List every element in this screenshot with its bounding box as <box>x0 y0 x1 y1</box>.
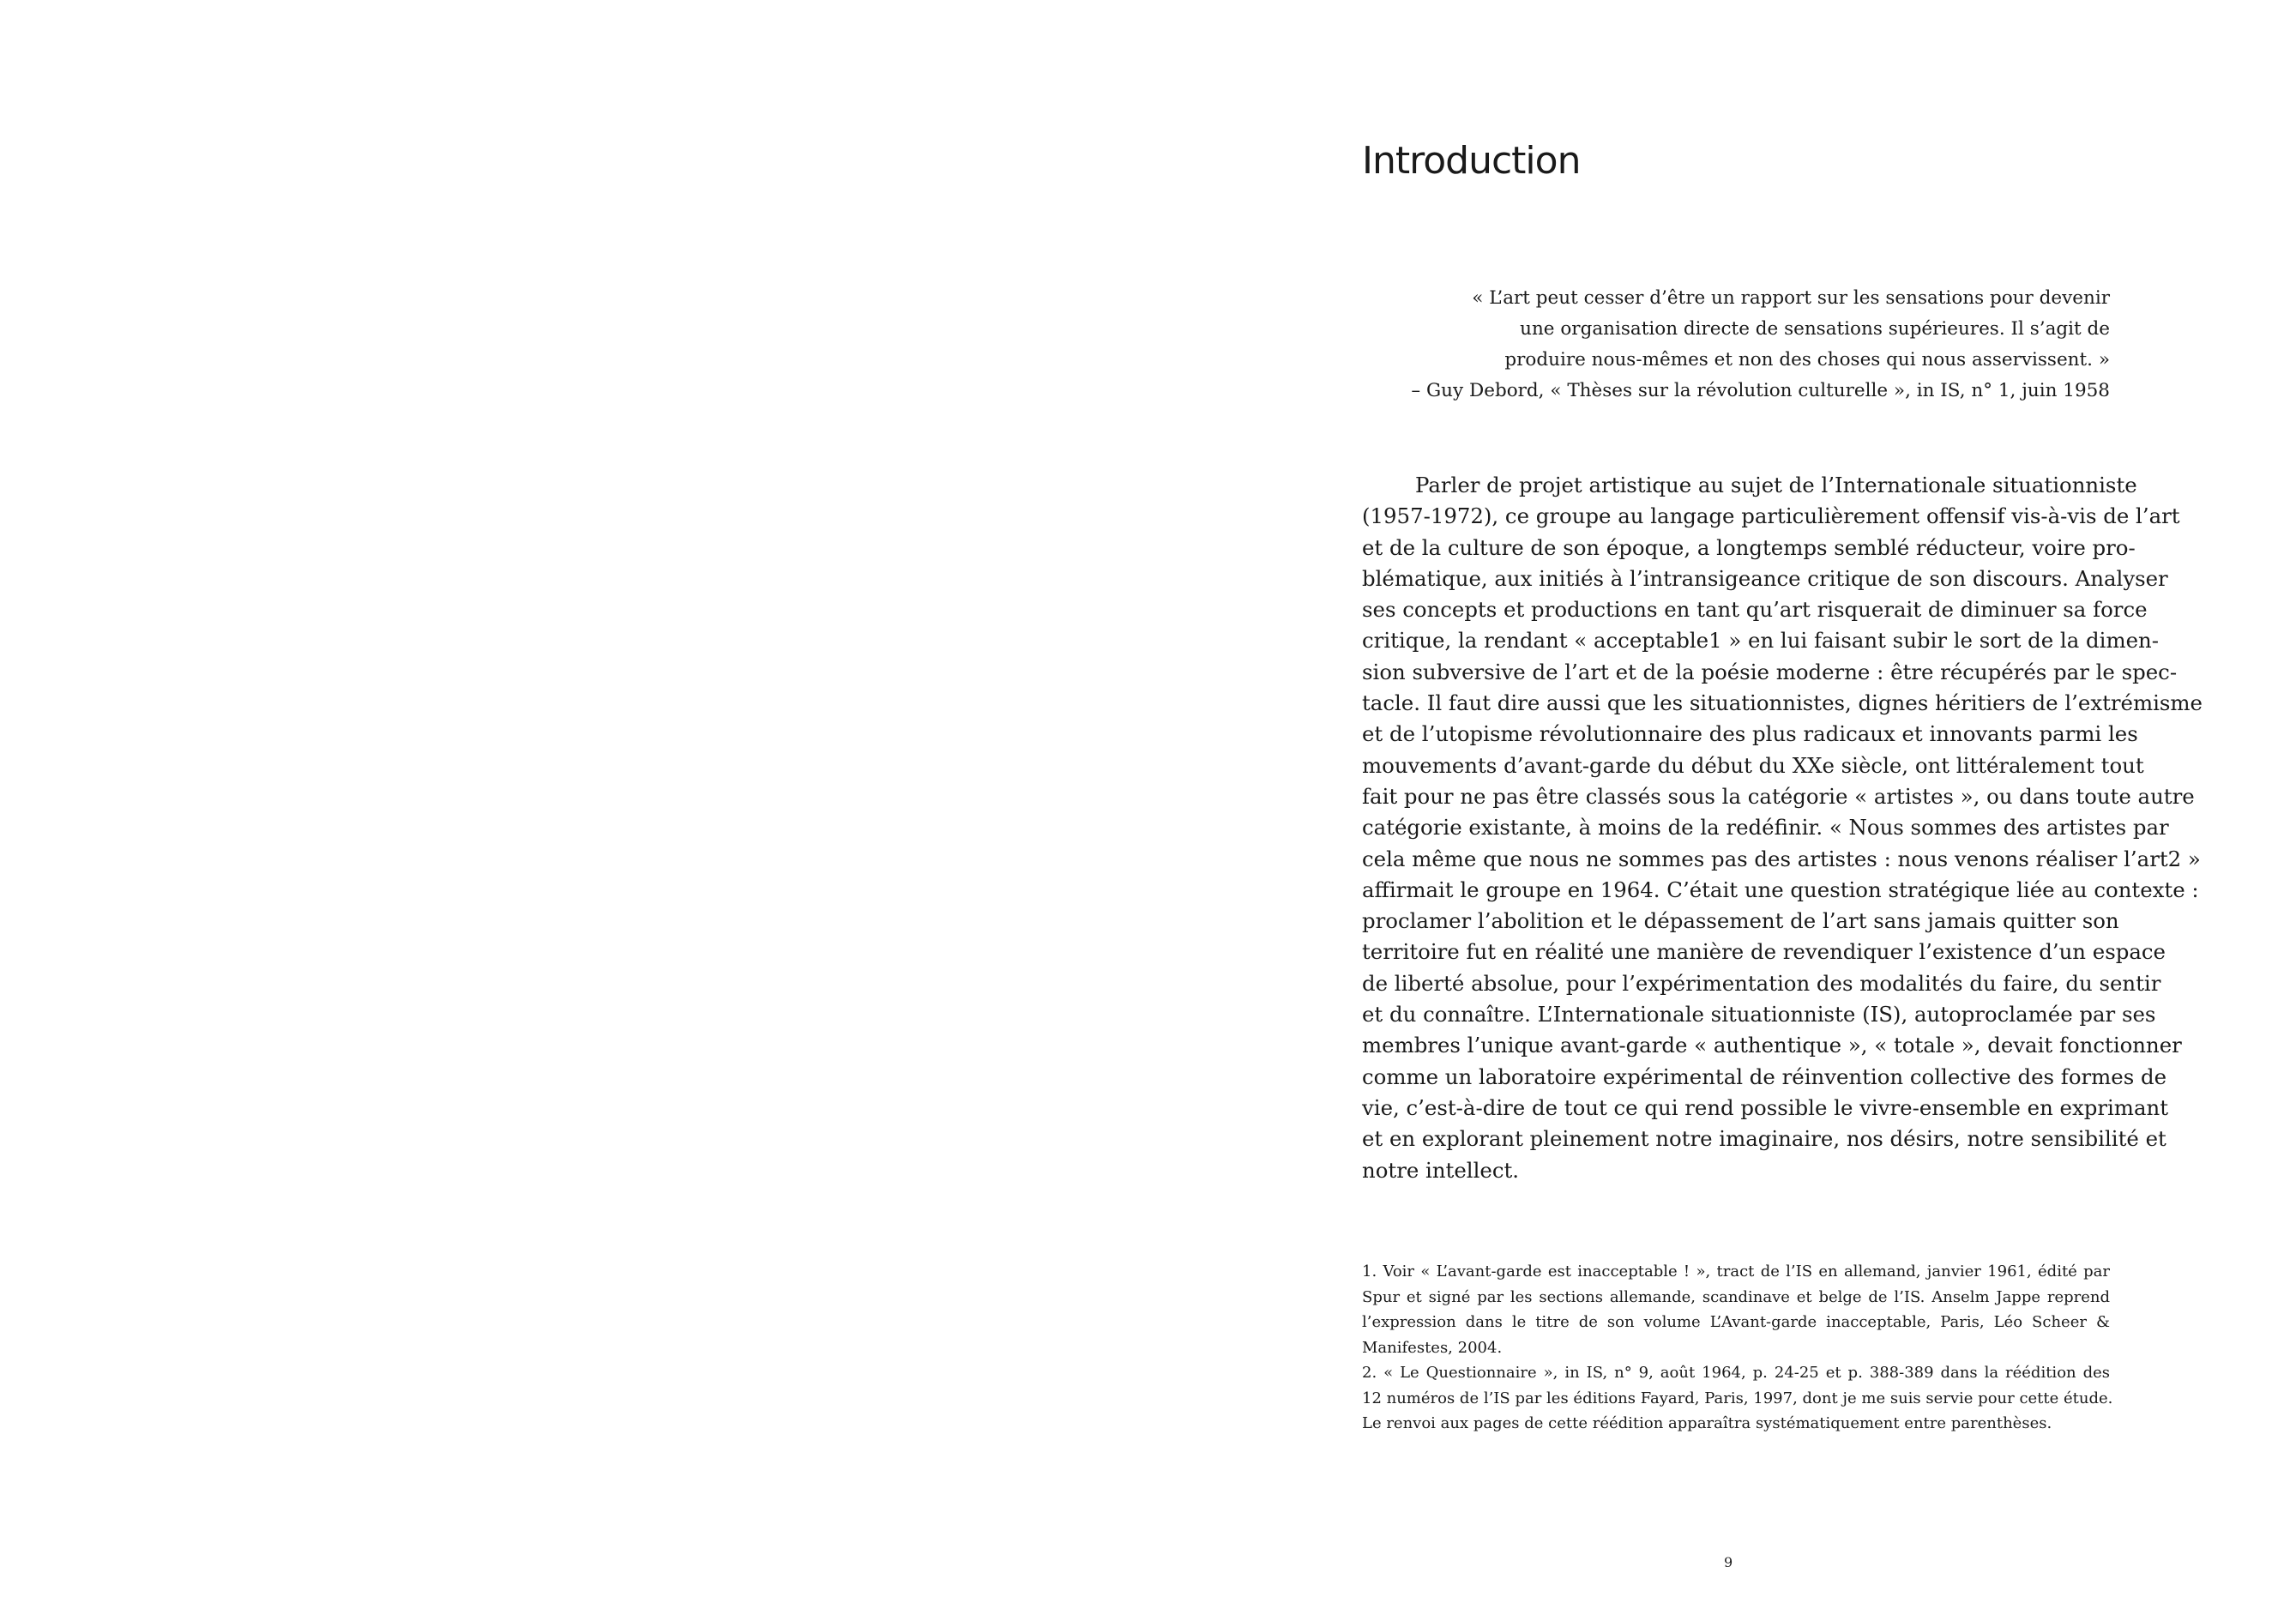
body-line: cela même que nous ne sommes pas des artistes : nous venons réaliser l’art2 » <box>1362 846 2201 871</box>
body-line: territoire fut en réalité une manière de revendiquer l’existence d’un espace <box>1362 939 2166 965</box>
body-line: notre intellect. <box>1362 1157 1520 1183</box>
footnote-line: Manifestes, 2004. <box>1362 1338 1503 1357</box>
body-paragraph <box>1362 470 2203 1186</box>
body-line: sion subversive de l’art et de la poésie moderne : être récupérés par le spec- <box>1362 659 2178 684</box>
page-number: 9 <box>1724 1554 1733 1570</box>
body-line: vie, c’est-à-dire de tout ce qui rend possible le vivre-ensemble en exprimant <box>1362 1094 2168 1120</box>
body-line: ses concepts et productions en tant qu’art risquerait de diminuer sa force <box>1362 597 2148 623</box>
epigraph-line: une organisation directe de sensations supérieures. Il s’agit de <box>1520 318 2110 340</box>
body-line: de liberté absolue, pour l’expérimentation des modalités du faire, du sentir <box>1362 970 2161 996</box>
footnote-line: 12 numéros de l’IS par les éditions Fayard, Paris, 1997, dont je me suis servie pour cette étude. <box>1362 1389 2113 1407</box>
footnote-line: 1. Voir « L’avant-garde est inacceptable ! », tract de l’IS en allemand, janvier 1961, édité par <box>1362 1262 2110 1281</box>
body-line: Parler de projet artistique au sujet de l’Internationale situationniste <box>1415 473 2137 497</box>
footnote-line: 2. « Le Questionnaire », in IS, n° 9, août 1964, p. 24-25 et p. 388-389 dans la réédition des <box>1362 1364 2110 1382</box>
body-line: blématique, aux initiés à l’intransigeance critique de son discours. Analyser <box>1362 565 2168 591</box>
body-line: tacle. Il faut dire aussi que les situationnistes, dignes héritiers de l’extrémisme <box>1362 690 2203 716</box>
body-line: affirmait le groupe en 1964. C’était une question stratégique liée au contexte : <box>1362 877 2199 902</box>
epigraph-line: « L’art peut cesser d’être un rapport sur les sensations pour devenir <box>1472 287 2110 309</box>
body-line: proclamer l’abolition et le dépassement de l’art sans jamais quitter son <box>1362 908 2119 934</box>
body-line: membres l’unique avant-garde « authentique », « totale », devait fonctionner <box>1362 1033 2182 1058</box>
body-line: mouvements d’avant-garde du début du XXe siècle, ont littéralement tout <box>1362 752 2144 778</box>
footnotes <box>1362 1259 2113 1437</box>
epigraph <box>1362 283 2110 407</box>
body-line: et en explorant pleinement notre imaginaire, nos désirs, notre sensibilité et <box>1362 1126 2166 1152</box>
body-line: critique, la rendant « acceptable1 » en lui faisant subir le sort de la dimen- <box>1362 628 2159 654</box>
body-line: et du connaître. L’Internationale situationniste (IS), autoproclamée par ses <box>1362 1002 2156 1027</box>
body-line: et de l’utopisme révolutionnaire des plus radicaux et innovants parmi les <box>1362 721 2138 747</box>
body-line: (1957-1972), ce groupe au langage particulièrement offensif vis-à-vis de l’art <box>1362 503 2180 529</box>
epigraph-line: produire nous-mêmes et non des choses qui nous asservissent. » <box>1504 349 2110 371</box>
body-line: et de la culture de son époque, a longtemps semblé réducteur, voire pro- <box>1362 534 2136 560</box>
footnote-line: Le renvoi aux pages de cette réédition apparaîtra systématiquement entre parenthèses. <box>1362 1414 2052 1432</box>
footnote-line: Spur et signé par les sections allemande, scandinave et belge de l’IS. Anselm Jappe reprend <box>1362 1287 2110 1306</box>
epigraph-attribution: – Guy Debord, « Thèses sur la révolution culturelle », in IS, n° 1, juin 1958 <box>1411 380 2110 401</box>
chapter-title: Introduction <box>1362 139 1581 183</box>
body-line: fait pour ne pas être classés sous la catégorie « artistes », ou dans toute autre <box>1362 783 2195 809</box>
body-line: comme un laboratoire expérimental de réinvention collective des formes de <box>1362 1064 2167 1089</box>
footnote-line: l’expression dans le titre de son volume L’Avant-garde inacceptable, Paris, Léo Scheer & <box>1362 1313 2110 1331</box>
body-line: catégorie existante, à moins de la redéfinir. « Nous sommes des artistes par <box>1362 815 2169 841</box>
